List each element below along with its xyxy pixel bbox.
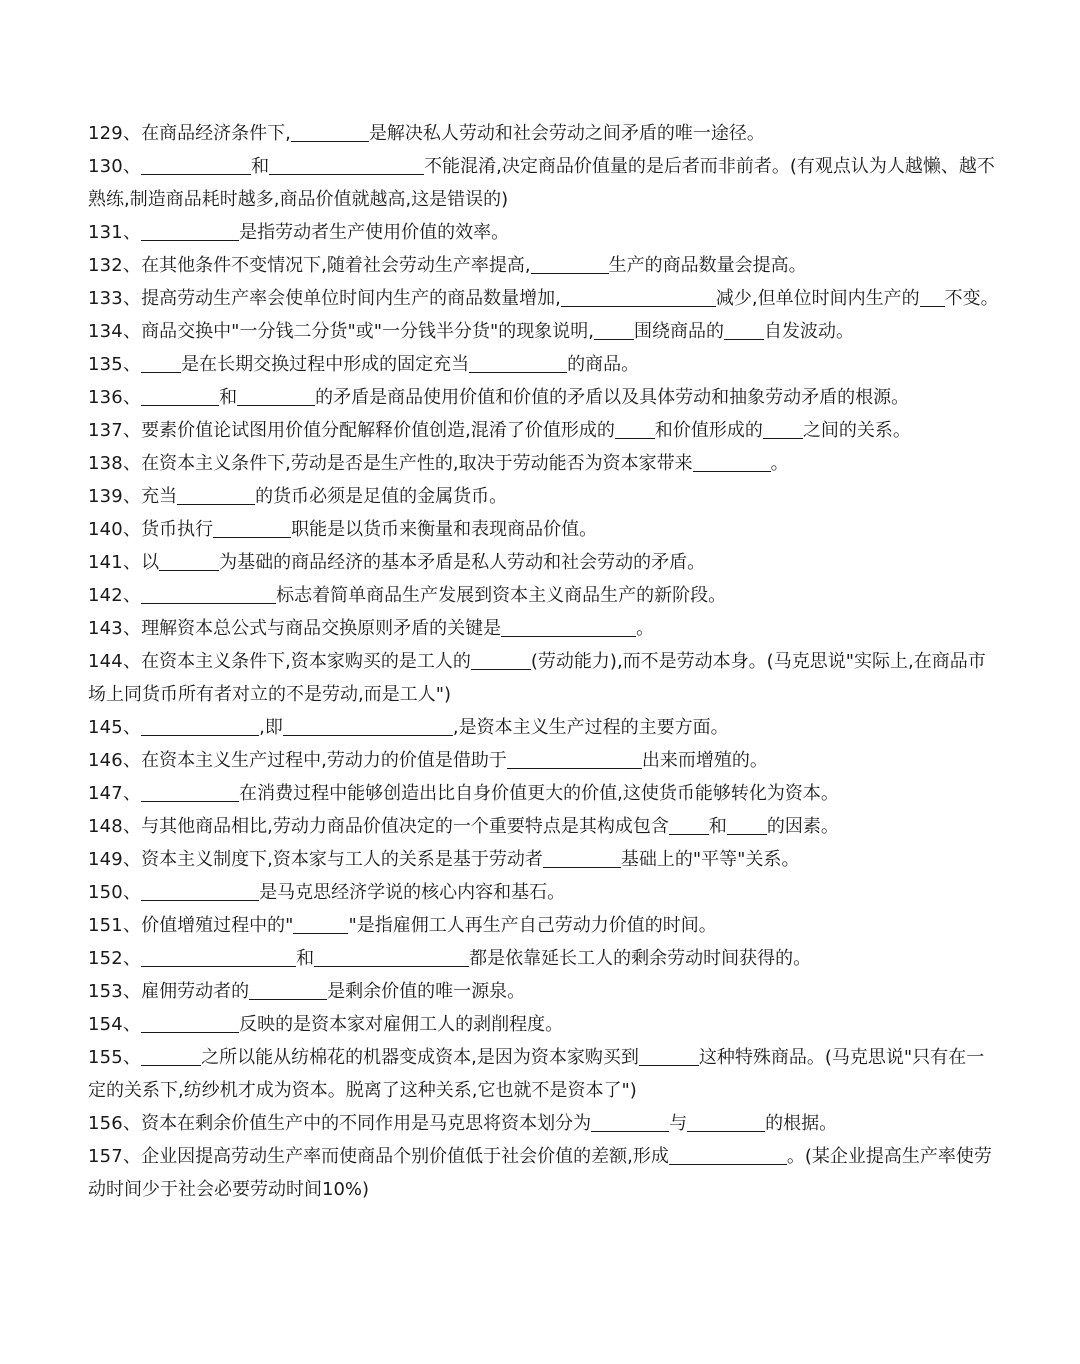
question-141 (88, 546, 1000, 579)
question-157 (88, 1140, 1000, 1206)
question-number: 144、 (88, 651, 142, 672)
question-text: 和价值形成的 (654, 420, 763, 441)
question-number: 151、 (88, 915, 142, 936)
question-131 (88, 216, 1000, 249)
question-number: 143、 (88, 618, 142, 639)
question-number: 130、 (88, 156, 142, 177)
answer-blank[interactable] (269, 154, 424, 175)
answer-blank[interactable] (727, 814, 767, 835)
answer-blank[interactable] (531, 253, 609, 274)
question-text: 反映的是资本家对雇佣工人的剥削程度。 (239, 1014, 564, 1035)
answer-blank[interactable] (141, 154, 251, 175)
question-text: 和 (219, 387, 238, 408)
question-text: 是马克思经济学说的核心内容和基石。 (259, 882, 566, 903)
question-text: 生产的商品数量会提高。 (608, 255, 807, 276)
question-text: 的矛盾是商品使用价值和价值的矛盾以及具体劳动和抽象劳动矛盾的根源。 (315, 387, 910, 408)
question-149 (88, 843, 1000, 876)
question-137 (88, 414, 1000, 447)
question-number: 145、 (88, 717, 142, 738)
question-number: 147、 (88, 783, 142, 804)
question-text: 不变。 (944, 288, 999, 309)
question-number: 139、 (88, 486, 142, 507)
answer-blank[interactable] (507, 748, 642, 769)
question-text: (劳动能力),而不是劳动本身。(马克思说"实际上,在商品市场上同货币所有者对立的不是劳动,而是工人") (88, 651, 986, 705)
question-number: 141、 (88, 552, 142, 573)
answer-blank[interactable] (141, 781, 239, 802)
answer-blank[interactable] (615, 418, 655, 439)
answer-blank[interactable] (543, 847, 621, 868)
question-text: 是剩余价值的唯一源泉。 (327, 981, 526, 1002)
question-text: 以 (141, 552, 160, 573)
answer-blank[interactable] (693, 451, 771, 472)
question-number: 138、 (88, 453, 142, 474)
question-134 (88, 315, 1000, 348)
answer-blank[interactable] (561, 286, 716, 307)
question-number: 152、 (88, 948, 142, 969)
question-text: 资本在剩余价值生产中的不同作用是马克思将资本划分为 (141, 1113, 592, 1134)
question-text: 之间的关系。 (802, 420, 911, 441)
answer-blank[interactable] (141, 715, 259, 736)
question-text: 。 (636, 618, 655, 639)
question-number: 131、 (88, 222, 142, 243)
question-text: 充当 (141, 486, 178, 507)
question-number: 156、 (88, 1113, 142, 1134)
answer-blank[interactable] (213, 517, 291, 538)
question-text: 理解资本总公式与商品交换原则矛盾的关键是 (141, 618, 502, 639)
question-number: 146、 (88, 750, 142, 771)
question-number: 137、 (88, 420, 142, 441)
question-129 (88, 117, 1000, 150)
question-153 (88, 975, 1000, 1008)
question-143 (88, 612, 1000, 645)
answer-blank[interactable] (249, 979, 327, 1000)
answer-blank[interactable] (141, 1012, 239, 1033)
question-text: 为基础的商品经济的基本矛盾是私人劳动和社会劳动的矛盾。 (219, 552, 706, 573)
answer-blank[interactable] (141, 946, 296, 967)
question-number: 150、 (88, 882, 142, 903)
question-number: 135、 (88, 354, 142, 375)
question-text: 这种特殊商品。(马克思说"只有在一定的关系下,纺纱机才成为资本。脱离了这种关系,它也就不是资本了") (88, 1047, 985, 1101)
question-text: 出来而增殖的。 (641, 750, 768, 771)
answer-blank[interactable] (141, 352, 181, 373)
question-text: 与其他商品相比,劳动力商品价值决定的一个重要特点是其构成包含 (141, 816, 669, 837)
question-number: 148、 (88, 816, 142, 837)
question-text: 。 (770, 453, 789, 474)
answer-blank[interactable] (237, 385, 315, 406)
question-156 (88, 1107, 1000, 1140)
question-text: 与 (669, 1113, 688, 1134)
question-text: 在资本主义条件下,劳动是否是生产性的,取决于劳动能否为资本家带来 (141, 453, 693, 474)
question-text: ,即 (259, 717, 283, 738)
question-136 (88, 381, 1000, 414)
question-text: 自发波动。 (764, 321, 855, 342)
answer-blank[interactable] (724, 319, 764, 340)
answer-blank[interactable] (471, 649, 531, 670)
question-text: 是解决私人劳动和社会劳动之间矛盾的唯一途径。 (368, 123, 765, 144)
question-text: 企业因提高劳动生产率而使商品个别价值低于社会价值的差额,形成 (141, 1146, 669, 1167)
question-text: 的根据。 (765, 1113, 838, 1134)
question-number: 149、 (88, 849, 142, 870)
question-155 (88, 1041, 1000, 1107)
question-number: 136、 (88, 387, 142, 408)
answer-blank[interactable] (283, 715, 453, 736)
question-number: 133、 (88, 288, 142, 309)
question-text: 都是依靠延长工人的剩余劳动时间获得的。 (469, 948, 812, 969)
question-text: 的货币必须是足值的金属货币。 (255, 486, 508, 507)
answer-blank[interactable] (141, 385, 219, 406)
question-number: 154、 (88, 1014, 142, 1035)
question-number: 155、 (88, 1047, 142, 1068)
answer-blank[interactable] (314, 946, 469, 967)
question-number: 142、 (88, 585, 142, 606)
question-number: 129、 (88, 123, 142, 144)
question-150 (88, 876, 1000, 909)
answer-blank[interactable] (141, 583, 276, 604)
answer-blank[interactable] (687, 1111, 765, 1132)
question-text: 基础上的"平等"关系。 (620, 849, 800, 870)
answer-blank[interactable] (763, 418, 803, 439)
question-130 (88, 150, 1000, 216)
question-text: 在资本主义生产过程中,劳动力的价值是借助于 (141, 750, 507, 771)
question-text: 的商品。 (567, 354, 640, 375)
question-number: 140、 (88, 519, 142, 540)
question-text: 和 (251, 156, 270, 177)
question-text: 要素价值论试图用价值分配解释价值创造,混淆了价值形成的 (141, 420, 615, 441)
answer-blank[interactable] (291, 121, 369, 142)
answer-blank[interactable] (141, 220, 239, 241)
question-text: 职能是以货币来衡量和表现商品价值。 (291, 519, 598, 540)
question-140 (88, 513, 1000, 546)
question-text: 和 (708, 816, 727, 837)
question-138 (88, 447, 1000, 480)
answer-blank[interactable] (141, 1045, 201, 1066)
question-text: 减少,但单位时间内生产的 (715, 288, 920, 309)
question-145 (88, 711, 1000, 744)
question-number: 134、 (88, 321, 142, 342)
question-text: 在商品经济条件下, (141, 123, 291, 144)
question-text: 是指劳动者生产使用价值的效率。 (239, 222, 510, 243)
question-146 (88, 744, 1000, 777)
question-number: 153、 (88, 981, 142, 1002)
answer-blank[interactable] (469, 352, 567, 373)
answer-blank[interactable] (501, 616, 636, 637)
question-text: 在消费过程中能够创造出比自身价值更大的价值,这使货币能够转化为资本。 (239, 783, 839, 804)
question-text: ,是资本主义生产过程的主要方面。 (452, 717, 729, 738)
answer-blank[interactable] (594, 319, 634, 340)
answer-blank[interactable] (177, 484, 255, 505)
question-text: 在其他条件不变情况下,随着社会劳动生产率提高, (141, 255, 531, 276)
question-text: 在资本主义条件下,资本家购买的是工人的 (141, 651, 471, 672)
answer-blank[interactable] (920, 286, 945, 307)
question-text: "是指雇佣工人再生产自己劳动力价值的时间。 (348, 915, 717, 936)
question-text: 和 (296, 948, 315, 969)
question-139 (88, 480, 1000, 513)
question-text: 雇佣劳动者的 (141, 981, 250, 1002)
question-151 (88, 909, 1000, 942)
answer-blank[interactable] (159, 550, 219, 571)
question-132 (88, 249, 1000, 282)
question-text: 价值增殖过程中的" (141, 915, 294, 936)
answer-blank[interactable] (141, 880, 259, 901)
question-text: 的因素。 (766, 816, 839, 837)
question-144 (88, 645, 1000, 711)
question-142 (88, 579, 1000, 612)
question-text: 货币执行 (141, 519, 214, 540)
answer-blank[interactable] (639, 1045, 699, 1066)
question-text: 不能混淆,决定商品价值量的是后者而非前者。(有观点认为人越懒、越不熟练,制造商品耗时越多,商品价值就越高,这是错误的) (88, 156, 995, 210)
question-text: 是在长期交换过程中形成的固定充当 (181, 354, 470, 375)
question-133 (88, 282, 1000, 315)
question-text: 。(某企业提高生产率使劳动时间少于社会必要劳动时间10%) (88, 1146, 992, 1200)
question-135 (88, 348, 1000, 381)
answer-blank[interactable] (669, 814, 709, 835)
question-text: 提高劳动生产率会使单位时间内生产的商品数量增加, (141, 288, 561, 309)
question-number: 132、 (88, 255, 142, 276)
answer-blank[interactable] (591, 1111, 669, 1132)
question-148 (88, 810, 1000, 843)
question-number: 157、 (88, 1146, 142, 1167)
fill-in-blank-question-list (88, 117, 1000, 1206)
question-text: 商品交换中"一分钱二分货"或"一分钱半分货"的现象说明, (141, 321, 595, 342)
question-152 (88, 942, 1000, 975)
question-154 (88, 1008, 1000, 1041)
question-147 (88, 777, 1000, 810)
question-text: 资本主义制度下,资本家与工人的关系是基于劳动者 (141, 849, 543, 870)
answer-blank[interactable] (293, 913, 348, 934)
answer-blank[interactable] (669, 1144, 787, 1165)
question-text: 之所以能从纺棉花的机器变成资本,是因为资本家购买到 (201, 1047, 639, 1068)
question-text: 围绕商品的 (634, 321, 725, 342)
question-text: 标志着简单商品生产发展到资本主义商品生产的新阶段。 (276, 585, 727, 606)
